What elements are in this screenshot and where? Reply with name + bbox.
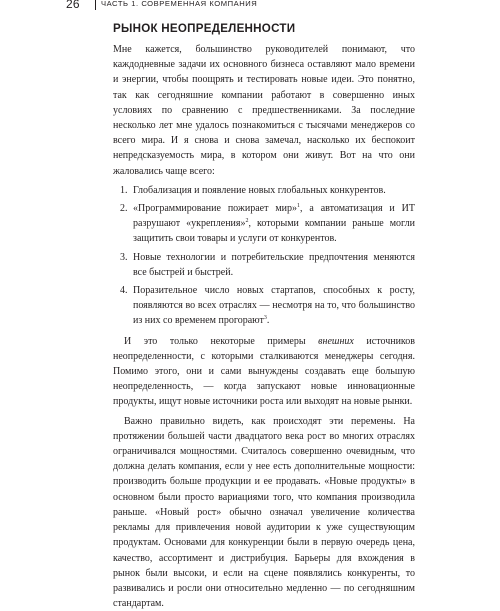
paragraph-text: источников неопределенности, с которыми сталкиваются менеджеры сегодня. Помимо этого, они и сами вынуждены создавать еще большую неопределенность, — когда запускают новые инновационные продукты, ищут новые источники роста или выходят на новые рынки. — [113, 335, 415, 408]
page-header — [0, 0, 500, 12]
list-item-text: «Программирование пожирает мир» — [133, 203, 298, 215]
body-paragraph — [113, 334, 415, 410]
section-title: РЫНОК НЕОПРЕДЕЛЕННОСТИ — [113, 22, 296, 35]
numbered-list — [113, 183, 415, 329]
page-number: 26 — [66, 0, 80, 11]
list-item — [130, 250, 415, 280]
list-item — [130, 183, 415, 198]
emphasis-text: внешних — [318, 335, 354, 347]
footnote-ref: 3 — [263, 315, 267, 322]
intro-paragraph: Мне кажется, большинство руководителей понимают, что каждодневные задачи их основного бизнеса оставляют мало времени и энергии, чтобы поощрять и тестировать новые идеи. Это понятно, так как сегодняшние компании работают в совершенно иных условиях по сравнению с предшественниками. За последние несколько лет мне удалось познакомиться с тысячами менеджеров со всего мира. И я снова и снова замечал, насколько их беспокоит непредсказуемость мира, в котором они живут. Вот на что они жаловались чаще всего: — [113, 44, 415, 177]
footnote-ref: 1 — [297, 203, 301, 210]
list-item-text: Глобализация и появление новых глобальных конкурентов. — [133, 184, 386, 196]
page-body — [113, 22, 415, 611]
header-divider — [95, 0, 96, 10]
list-item-text: , а автоматизация и ИТ разрушают «укрепления» — [133, 203, 415, 230]
running-head: ЧАСТЬ 1. СОВРЕМЕННАЯ КОМПАНИЯ — [101, 0, 258, 8]
list-item — [130, 201, 415, 247]
paragraph-text: И это только некоторые примеры — [124, 335, 319, 347]
list-item — [130, 283, 415, 329]
list-item-text: Новые технологии и потребительские предпочтения меняются все быстрей и быстрей. — [133, 251, 415, 278]
list-item-text: Поразительное число новых стартапов, способных к росту, появляются во всех отраслях — несмотря на то, что большинство из них со временем прогорают — [133, 285, 415, 327]
footnote-ref: 2 — [245, 218, 249, 225]
list-item-text: , которыми компании раньше могли защитить свои товары и услуги от конкурентов. — [133, 218, 415, 245]
body-paragraph: Важно правильно видеть, как происходят эти перемены. На протяжении большей части двадцатого века рост во многих отраслях ограничивался мощностями. Считалось совершенно очевидным, что должна делать компания, если у нее есть дополнительные мощности: производить больше продукции и ее продавать. «Новые продукты» в основном были просто вариациями того, что компания производила раньше. «Новый рост» обычно означал увеличение количества рекламы для привлечения новой аудитории к уже существующим продуктам. Основами для конкуренции были в первую очередь цена, качество, ассортимент и дистрибуция. Барьеры для вхождения в рынок были высоки, и если на сцене появлялись конкуренты, то развивались и росли они относительно медленно — по сегодняшним стандартам. — [113, 415, 415, 610]
list-item-text: . — [266, 315, 270, 327]
